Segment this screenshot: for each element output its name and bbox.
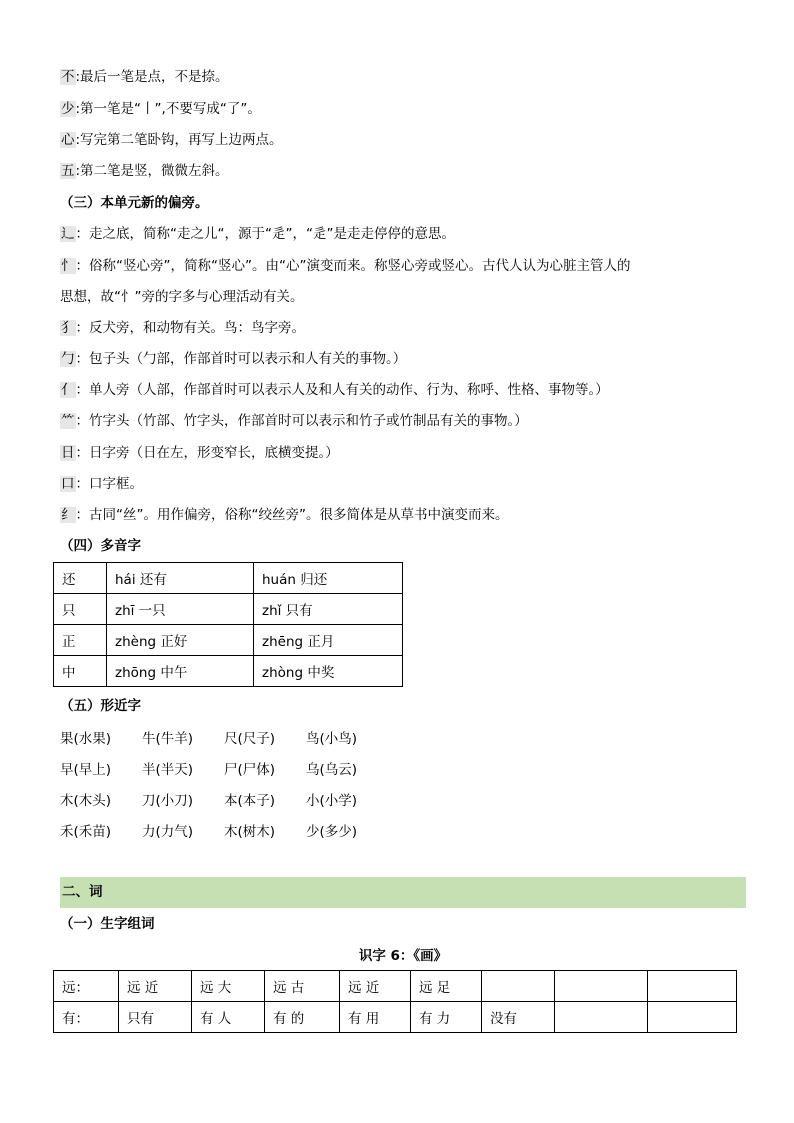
part-banner: 二、词 <box>60 877 746 908</box>
table-row: 正 zhèng 正好 zhēng 正月 <box>54 625 403 656</box>
radical-note-continued: 思想，故“忄”旁的字多与心理活动有关。 <box>60 289 304 305</box>
table-row: 只 zhī 一只 zhǐ 只有 <box>54 594 403 625</box>
radical-note: 亻：单人旁（人部，作部首时可以表示人及和人有关的动作、行为、称呼、性格、事物等。） <box>61 382 609 398</box>
radical-note: 辶：走之底，简称“走之儿“，源于“辵”，“辵”是走走停停的意思。 <box>61 226 455 242</box>
section-heading: （三）本单元新的偏旁。 <box>60 195 209 211</box>
section-heading: （一）生字组词 <box>60 916 155 932</box>
radical-note: 口：口字框。 <box>61 476 143 492</box>
similar-row: 早(早上) 半(半天) 尸(尸体) 乌(乌云) <box>60 762 358 778</box>
table-row: 有： 只有 有 人 有 的 有 用 有 力 没有 <box>54 1002 737 1033</box>
section-heading: （四）多音字 <box>60 538 141 554</box>
radical-note: 勹：包子头（勹部，作部首时可以表示和人有关的事物。） <box>61 351 407 367</box>
table-row: 远： 远 近 远 大 远 古 远 近 远 足 <box>54 971 737 1002</box>
stroke-note: 五:第二笔是竖，微微左斜。 <box>61 163 229 179</box>
radical-note: 纟：古同“丝”。用作偏旁，俗称“绞丝旁”。很多简体是从草书中演变而来。 <box>61 507 509 523</box>
radical-note: ⺮：竹字头（竹部、竹字头，作部首时可以表示和竹子或竹制品有关的事物。） <box>61 413 528 429</box>
table-row: 中 zhōng 中午 zhòng 中奖 <box>54 656 403 687</box>
radical-note: 忄：俗称“竖心旁”，简称“竖心”。由“心”演变而来。称竖心旁或竖心。古代人认为心脏主管人的 <box>61 258 631 274</box>
similar-row: 木(木头) 刀(小刀) 本(本子) 小(小学) <box>60 793 358 809</box>
similar-row: 果(水果) 牛(牛羊) 尺(尺子) 鸟(小鸟) <box>60 731 358 747</box>
stroke-note: 不:最后一笔是点，不是捺。 <box>61 69 229 85</box>
polyphone-table <box>53 562 403 687</box>
section-heading: （五）形近字 <box>60 698 141 714</box>
similar-row: 禾(禾苗) 力(力气) 木(树木) 少(多少) <box>60 824 358 840</box>
word-table <box>53 970 737 1033</box>
radical-note: 日：日字旁（日在左，形变窄长，底横变提。） <box>61 445 339 461</box>
stroke-note: 少:第一笔是“丨”,不要写成“了”。 <box>61 101 261 117</box>
radical-note: 犭：反犬旁，和动物有关。鸟：鸟字旁。 <box>61 320 305 336</box>
lesson-title: 识字 6：《画》 <box>358 948 448 964</box>
table-row: 还 hái 还有 huán 归还 <box>54 563 403 594</box>
stroke-note: 心:写完第二笔卧钩，再写上边两点。 <box>61 132 283 148</box>
